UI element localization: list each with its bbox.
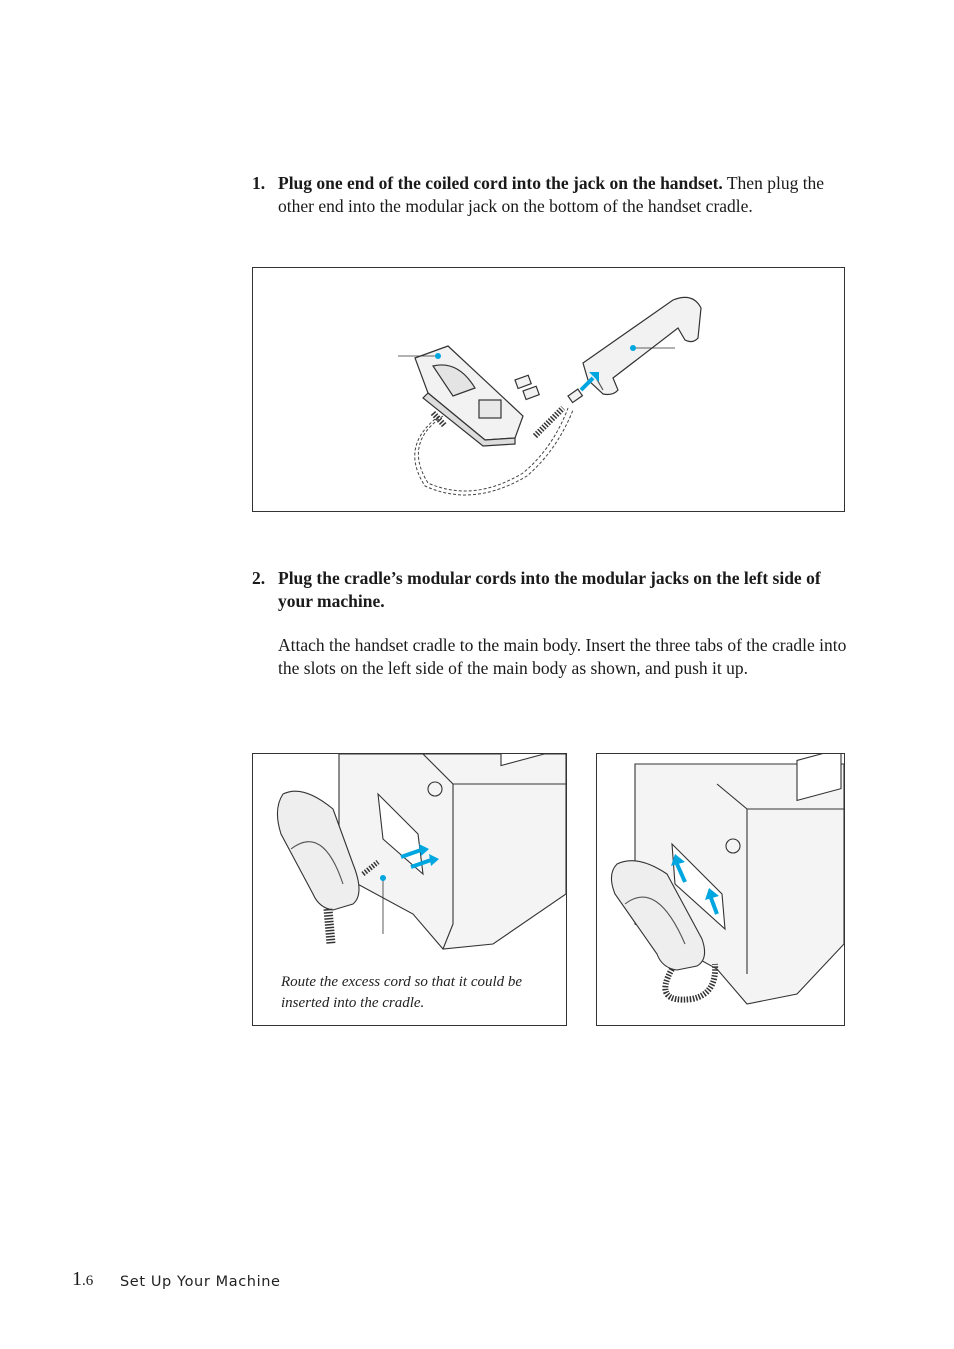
step-2-heading: Plug the cradle’s modular cords into the modular jacks on the left side of your machine. — [278, 568, 821, 611]
cradle-attached-illustration — [597, 754, 844, 1025]
page-footer — [72, 1268, 281, 1291]
step-2-text: Attach the handset cradle to the main body. Insert the three tabs of the cradle into the slots on the left side of the main body as shown, and push it up. — [278, 635, 847, 678]
section-title: Set Up Your Machine — [120, 1274, 281, 1290]
figure-plug-cords — [252, 753, 567, 1026]
step-1-text: Then plug the other end into the modular jack on the bottom of the handset cradle. — [278, 173, 825, 216]
step-1-number: 1. — [252, 173, 266, 193]
figure-handset-cradle — [252, 267, 845, 512]
page-number: 1.6 — [72, 1268, 94, 1290]
step-2-number: 2. — [252, 568, 266, 588]
step-1-heading: Plug one end of the coiled cord into the jack on the handset. — [278, 173, 723, 193]
figure-cradle-attached — [596, 753, 845, 1026]
figure-caption: Route the excess cord so that it could be inserted into the cradle. — [281, 974, 523, 1011]
step-1 — [252, 172, 848, 217]
step-2 — [252, 567, 848, 679]
handset-cradle-illustration — [253, 268, 844, 511]
